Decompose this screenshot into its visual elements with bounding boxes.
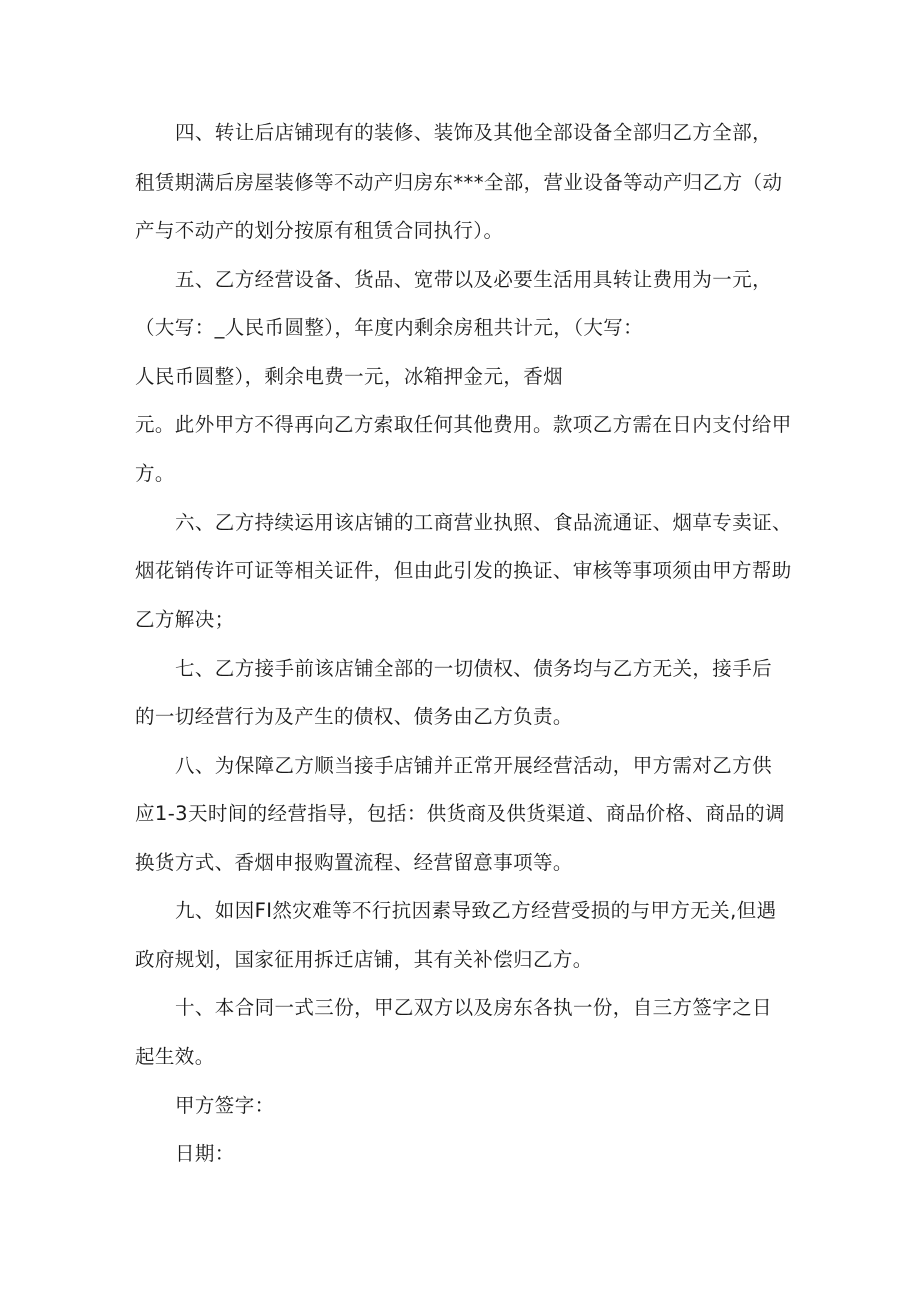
clause-10-line-1: 十、本合同一式三份，甲乙双方以及房东各执一份，自三方签字之日 xyxy=(175,996,773,1019)
clause-5-line-2: （大写：_人民币圆整），年度内剩余房租共计元，（大写： xyxy=(135,316,644,339)
clause-5-line-4: 元。此外甲方不得再向乙方索取任何其他费用。款项乙方需在日内支付给甲 xyxy=(135,413,792,436)
clause-6-line-1: 六、乙方持续运用该店铺的工商营业执照、食品流通证、烟草专卖证、 xyxy=(175,511,792,534)
clause-5-line-1: 五、乙方经营设备、货品、宽带以及必要生活用具转让费用为一元， xyxy=(175,268,773,291)
clause-6-line-3: 乙方解决； xyxy=(135,608,235,631)
clause-4-line-1: 四、转让后店铺现有的装修、装饰及其他全部设备全部归乙方全部， xyxy=(175,121,773,144)
clause-4-line-2: 租赁期满后房屋装修等不动产归房东***全部，营业设备等动产归乙方（动 xyxy=(135,171,783,194)
clause-7-line-1: 七、乙方接手前该店铺全部的一切债权、债务均与乙方无关，接手后 xyxy=(175,657,773,680)
party-a-signature-label: 甲方签字： xyxy=(175,1094,275,1117)
date-label: 日期： xyxy=(175,1142,235,1165)
clause-10-line-2: 起生效。 xyxy=(135,1045,215,1068)
clause-9-line-2: 政府规划，国家征用拆迁店铺，其有关补偿归乙方。 xyxy=(135,948,593,971)
clause-8-line-3: 换货方式、香烟申报购置流程、经营留意事项等。 xyxy=(135,851,573,874)
clause-9-line-1: 九、如因FI然灾难等不行抗因素导致乙方经营受损的与甲方无关,但遇 xyxy=(175,899,777,922)
clause-5-line-5: 方。 xyxy=(135,462,175,485)
clause-5-line-3: 人民币圆整），剩余电费一元，冰箱押金元，香烟 xyxy=(135,365,564,388)
clause-6-line-2: 烟花销传许可证等相关证件，但由此引发的换证、审核等事项须由甲方帮助 xyxy=(135,559,792,582)
clause-8-line-2: 应1-3天时间的经营指导，包括：供货商及供货渠道、商品价格、商品的调 xyxy=(135,802,785,825)
clause-8-line-1: 八、为保障乙方顺当接手店铺并正常开展经营活动，甲方需对乙方供 xyxy=(175,754,773,777)
clause-4-line-3: 产与不动产的划分按原有租赁合同执行）。 xyxy=(135,219,504,242)
clause-7-line-2: 的一切经营行为及产生的债权、债务由乙方负责。 xyxy=(135,705,573,728)
